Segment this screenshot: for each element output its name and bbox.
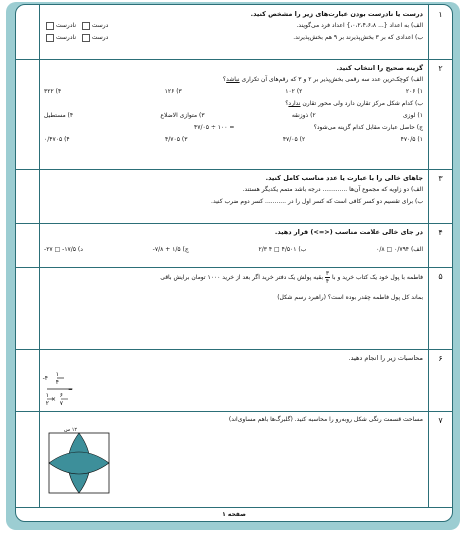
svg-text:۱: ۱ [45,392,49,399]
question-number: ۴ [428,223,452,267]
true-checkbox[interactable] [82,34,90,42]
question-number: ۵ [428,267,452,349]
side-length-label: ۱۲ س [64,427,78,433]
false-label: نادرست [56,34,76,41]
svg-text:۱: ۱ [55,371,59,378]
option-3[interactable]: ۳) ۱۲۶ [164,88,182,95]
question-5 [16,267,452,350]
petal-figure [48,432,110,494]
statement-a-text: الف) به اعداد {... ۰،۲،۴،۶،۸،} اعداد فرد می‌گویند. [296,22,423,29]
svg-text:۴-: ۴- [42,375,48,382]
question-content [44,270,423,347]
part-a-end: ؟ [222,76,227,83]
statement-b [44,32,423,44]
true-checkbox[interactable] [82,22,90,30]
question-content [44,352,423,409]
question-title: درست یا نادرست بودن عبارت‌های زیر را مشخص کنید. [250,10,423,18]
part-b-options [44,110,423,122]
false-checkbox[interactable] [46,34,54,42]
svg-text:۶: ۶ [59,392,63,399]
true-false-options [44,20,108,32]
question-content [44,226,423,265]
svg-text:۴: ۴ [55,379,59,386]
calculation-expression [42,368,86,412]
comparison-b[interactable]: ب) ۴/۵۰۱ □ ۴ ۲/۳ [258,246,307,253]
false-label: نادرست [56,22,76,29]
option-2[interactable]: ۲) ۴۷/۰۵ [282,136,306,143]
option-2[interactable]: ۲) ۱۰۲ [285,88,303,95]
question-title: گزینه صحیح را انتخاب کنید. [336,64,423,72]
true-label: درست [91,34,109,41]
question-number: ۷ [428,411,452,507]
question-title: محاسبات زیر را انجام دهید. [348,354,423,362]
part-b-end: ؟ [285,100,289,107]
word-problem-line-2: بماند کل پول فاطمه چقدر بوده است؟ (راهبرد رسم شکل) [277,294,423,301]
question-title: جاهای خالی را با عبارت یا عدد مناسب کامل کنید. [265,174,423,182]
false-checkbox[interactable] [46,22,54,30]
option-4[interactable]: ۴) مستطیل [44,112,74,119]
score-column [16,169,40,223]
page-footer: صفحه ۱ [222,511,246,518]
option-1[interactable]: ۱) ۲۰۶ [405,88,423,95]
question-6 [16,349,452,412]
part-c-expression: ۴۷/۰۵ ÷ ۱۰۰ = [194,124,235,131]
word-problem-line-1 [44,270,423,286]
problem-text-end: بقیه پولش یک دفتر خرید اگر بعد از خرید ۱۰۰۰ تومان برایش باقی [160,274,325,281]
question-title: مساحت قسمت رنگی شکل روبه‌رو را محاسبه کنید. (گلبرگ‌ها باهم مساوی‌اند) [228,416,423,423]
svg-text:=: = [67,386,73,393]
score-column [16,267,40,349]
question-4 [16,223,452,268]
question-number: ۲ [428,59,452,169]
true-label: درست [91,22,109,29]
option-1[interactable]: ۱) لوزی [402,112,423,119]
option-2[interactable]: ۲) ذوزنقه [291,112,316,119]
fraction-numerator: ۳ [325,270,330,277]
svg-text:۷: ۷ [59,400,63,407]
question-2 [16,59,452,170]
part-b-text: ب) کدام شکل مرکز تقارن دارد ولی محور تقارن [300,100,423,107]
question-3 [16,169,452,224]
part-a-options [44,86,423,98]
score-column [16,59,40,169]
part-c-text: ج) حاصل عبارت مقابل کدام گزینه می‌شود؟ [313,124,423,131]
question-number: ۳ [428,169,452,223]
question-7 [16,411,452,508]
option-4[interactable]: ۴) ۳۲۲ [44,88,62,95]
part-b-question [44,98,423,110]
question-content [44,8,423,57]
option-3[interactable]: ۳) ۴/۷۰۵ [165,136,188,143]
part-c-question [44,122,423,134]
statement-b-text: ب) اعدادی که بر ۳ بخش‌پذیرند بر ۹ هم بخش‌پذیرند. [293,34,423,41]
comparison-c[interactable]: ج) ۱/۵ + ۷/۸- [152,246,189,253]
question-number: ۱ [428,5,452,59]
part-a-text: الف) کوچک‌ترین عدد سه رقمی بخش‌پذیر بر ۲ و ۳ که رقم‌های آن تکراری [239,76,423,83]
part-b-underlined: ندارد [288,100,301,107]
statement-a [44,20,423,32]
question-1 [16,5,452,60]
option-3[interactable]: ۳) متوازی الاضلاع [160,112,205,119]
svg-text:×: × [50,396,56,403]
question-number: ۶ [428,349,452,411]
score-column [16,411,40,507]
score-column [16,349,40,411]
exam-sheet [15,4,453,522]
score-column [16,223,40,267]
comparison-d[interactable]: د) ۱۷/۵- □ ۲۷- [44,246,83,253]
fraction-denominator: ۴ [325,278,330,285]
option-1[interactable]: ۱) ۴۷۰/۵ [400,136,423,143]
question-content [44,172,423,221]
statement-a: الف) دو زاویه که مجموع آن‌ها ............. درجه باشد متمم یکدیگر هستند. [242,186,423,193]
comparison-a[interactable]: الف) ۰/۷۹۴ □ ۰/۸ [376,246,423,253]
problem-text-start: فاطمه با پول خود یک کتاب خرید و با [330,274,423,281]
part-a-underlined: نباشد [226,76,240,83]
true-false-options [44,32,108,44]
part-a-question [44,74,423,86]
part-c-options [44,134,423,146]
question-title: در جای خالی علامت مناسب (<=>) قرار دهید. [274,228,423,236]
question-content [44,62,423,167]
statement-b: ب) برای تقسیم دو کسر کافی است که کسر اول را در ........... کسر دوم ضرب کنید. [211,198,423,205]
svg-text:۲: ۲ [45,400,49,407]
score-column [16,5,40,59]
comparison-items [44,244,423,256]
option-4[interactable]: ۴) ۰/۴۷۰۵ [44,136,70,143]
question-content [44,414,423,505]
